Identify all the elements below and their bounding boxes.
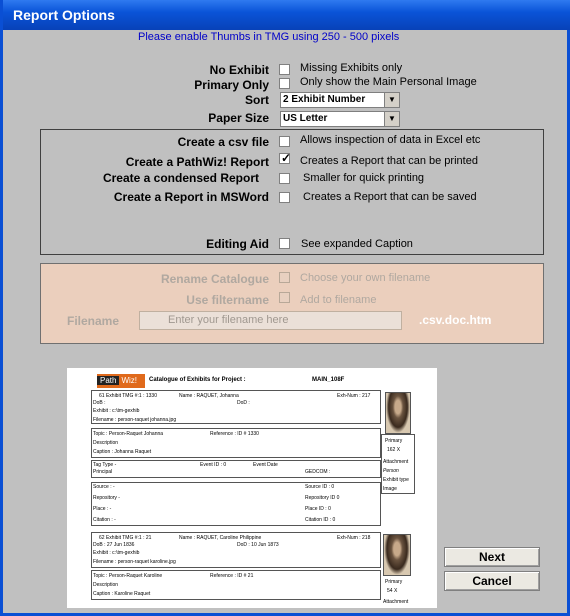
record-1-filename: Filename : person-raquet johanna.jpg xyxy=(93,417,177,423)
record-2-name: Name : RAQUET, Caroline Philippine xyxy=(179,535,262,541)
record-1-caption: Caption : Johanna Raquet xyxy=(93,449,152,455)
record-1-dob: DoB : xyxy=(93,400,106,406)
editing-aid-desc: See expanded Caption xyxy=(301,238,413,250)
record-1-reference: Reference : ID # 1330 xyxy=(210,431,259,437)
condensed-label: Create a condensed Report xyxy=(102,171,259,185)
use-filtername-label: Use filtername xyxy=(186,293,269,307)
no-exhibit-desc: Missing Exhibits only xyxy=(300,62,403,74)
preview-heading: Catalogue of Exhibits for Project : xyxy=(149,377,246,383)
pathwiz-logo: Path Wiz! xyxy=(97,374,145,388)
editing-aid-label: Editing Aid xyxy=(206,237,269,251)
record-2-attachment: Attachment xyxy=(383,599,409,605)
record-1-exhibit: 61 Exhibit TMG #:1 : 1330 xyxy=(99,393,157,399)
record-1-dod: DoD : xyxy=(237,400,250,406)
record-2-reference: Reference : ID # 21 xyxy=(210,573,254,579)
portrait-image xyxy=(383,534,411,576)
record-1-attach-type: Person xyxy=(383,468,399,474)
rename-catalogue-desc: Choose your own filename xyxy=(300,272,431,284)
record-1-description: Description xyxy=(93,440,119,446)
file-extensions: .csv.doc.htm xyxy=(419,313,492,327)
use-filtername-desc: Add to filename xyxy=(300,294,377,306)
csv-label: Create a csv file xyxy=(177,135,269,149)
record-1-primary-vals: 162 X xyxy=(387,447,401,453)
repository-id: Repository ID 0 xyxy=(305,495,340,501)
record-2-dob: DoB : 27 Jun 1836 xyxy=(93,542,135,548)
paper-size-label: Paper Size xyxy=(208,111,269,125)
place: Place : - xyxy=(93,506,112,512)
record-1-topic: Topic : Person-Raquet Johanna xyxy=(93,431,164,437)
next-button[interactable]: Next xyxy=(444,547,540,567)
citation: Citation : - xyxy=(93,517,116,523)
sort-label: Sort xyxy=(245,93,269,107)
chevron-down-icon[interactable]: ▼ xyxy=(384,112,399,126)
filename-label: Filename xyxy=(67,314,120,328)
rename-catalogue-checkbox[interactable] xyxy=(279,272,290,283)
source-id: Source ID : 0 xyxy=(305,484,335,490)
gedcom: GEDCOM : xyxy=(305,469,331,475)
principal: Principal xyxy=(93,469,113,475)
place-id: Place ID : 0 xyxy=(305,506,331,512)
cancel-button[interactable]: Cancel xyxy=(444,571,540,591)
primary-only-checkbox[interactable] xyxy=(279,78,290,89)
record-2-exhibit: 62 Exhibit TMG #:1 : 21 xyxy=(99,535,152,541)
use-filtername-checkbox[interactable] xyxy=(279,292,290,303)
event-id: Event ID : 0 xyxy=(200,462,227,468)
paper-size-value: US Letter xyxy=(283,113,328,124)
primary-only-label: Primary Only xyxy=(194,78,269,92)
record-2-dod: DoD : 10 Jun 1873 xyxy=(237,542,279,548)
msword-checkbox[interactable] xyxy=(279,192,290,203)
record-2-primary: Primary xyxy=(385,579,403,585)
record-2-filename: Filename : person-raquet karoline.jpg xyxy=(93,559,176,565)
editing-aid-checkbox[interactable] xyxy=(279,238,290,249)
tag-box xyxy=(91,460,381,478)
preview-project: MAIN_108F xyxy=(312,377,345,383)
repository: Repository - xyxy=(93,495,120,501)
info-text: Please enable Thumbs in TMG using 250 - 500 pixels xyxy=(138,31,400,43)
no-exhibit-checkbox[interactable] xyxy=(279,64,290,75)
csv-checkbox[interactable] xyxy=(279,136,290,147)
record-2-path: Exhibit : c:\tm-gexhib xyxy=(93,550,140,556)
record-2-caption: Caption : Karoline Raquet xyxy=(93,591,151,597)
record-2-description: Description xyxy=(93,582,119,588)
citation-id: Citation ID : 0 xyxy=(305,517,336,523)
sort-value: 2 Exhibit Number xyxy=(283,94,366,105)
record-1-attachment: Attachment xyxy=(383,459,409,465)
record-1-exhibit-type: Exhibit type xyxy=(383,477,409,483)
tag-type: Tag Type - xyxy=(93,462,117,468)
msword-label: Create a Report in MSWord xyxy=(113,190,269,204)
rename-catalogue-label: Rename Catalogue xyxy=(160,272,269,286)
record-1-name: Name : RAQUET, Johanna xyxy=(179,393,239,399)
record-2-topic: Topic : Person-Raquet Karoline xyxy=(93,573,163,579)
catalogue-group xyxy=(40,263,544,344)
record-2-primary-vals: 54 X xyxy=(387,588,398,594)
paper-size-select[interactable] xyxy=(280,111,400,127)
pathwiz-desc: Creates a Report that can be printed xyxy=(300,155,478,167)
primary-only-desc: Only show the Main Personal Image xyxy=(300,76,477,88)
event-date: Event Date xyxy=(253,462,278,468)
msword-desc: Creates a Report that can be saved xyxy=(303,191,477,203)
report-preview-image xyxy=(67,368,437,608)
condensed-desc: Smaller for quick printing xyxy=(303,172,425,184)
chevron-down-icon[interactable]: ▼ xyxy=(384,93,399,107)
record-1-image-type: Image xyxy=(383,486,397,492)
csv-desc: Allows inspection of data in Excel etc xyxy=(300,134,481,146)
condensed-checkbox[interactable] xyxy=(279,173,290,184)
pathwiz-label: Create a PathWiz! Report xyxy=(125,155,269,169)
source: Source : - xyxy=(93,484,115,490)
pathwiz-checkbox[interactable] xyxy=(279,153,290,164)
record-2-exhnum: Exh-Num : 218 xyxy=(337,535,371,541)
record-1-primary: Primary xyxy=(385,438,403,444)
no-exhibit-label: No Exhibit xyxy=(209,63,269,77)
sort-select[interactable] xyxy=(280,92,400,108)
filename-input[interactable]: Enter your filename here xyxy=(139,311,402,330)
portrait-image xyxy=(385,392,411,434)
record-1-path: Exhibit : c:\tm-gexhib xyxy=(93,408,140,414)
record-1-exhnum: Exh-Num : 217 xyxy=(337,393,371,399)
checkmark-icon: ✓ xyxy=(281,151,292,165)
source-box xyxy=(91,482,381,526)
window-title: Report Options xyxy=(3,0,570,30)
